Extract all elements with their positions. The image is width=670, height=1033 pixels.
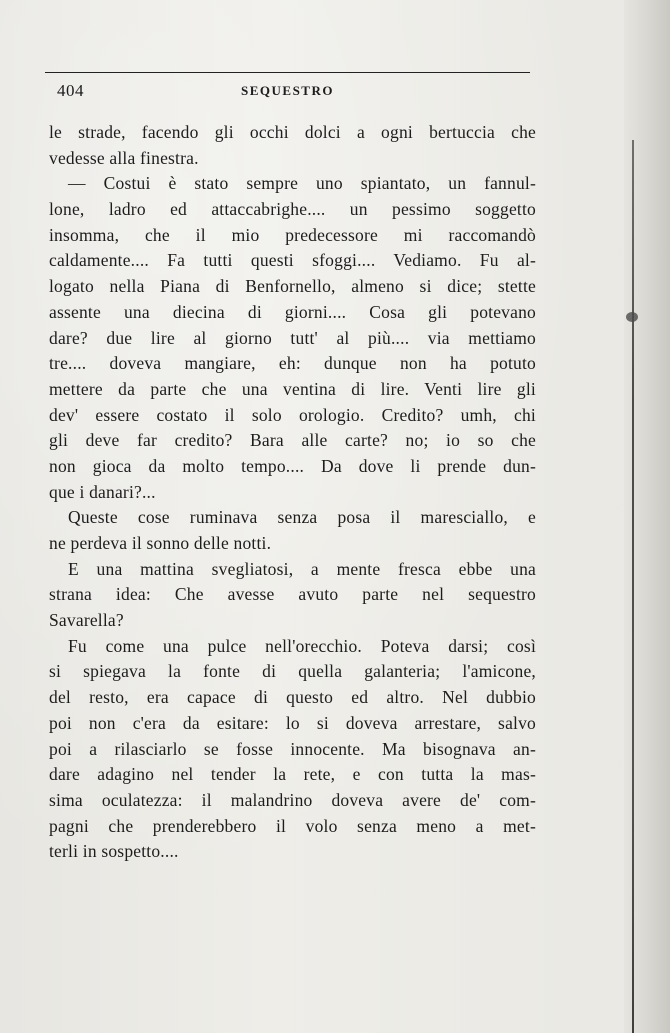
text-line: caldamente.... Fa tutti questi sfoggi.... Vediamo. Fu al-: [49, 250, 536, 271]
text-line: E una mattina svegliatosi, a mente fresca ebbe una: [68, 558, 536, 579]
text-line: dev' essere costato il solo orologio. Credito? umh, chi: [49, 404, 536, 425]
text-line: poi non c'era da esitare: lo si doveva arrestare, salvo: [49, 712, 536, 733]
text-line: pagni che prenderebbero il volo senza meno a met-: [49, 815, 536, 836]
text-line: logato nella Piana di Benfornello, almeno si dice; stette: [49, 276, 536, 297]
book-binding: [624, 0, 670, 1033]
text-line: non gioca da molto tempo.... Da dove li prende dun-: [49, 455, 536, 476]
text-line: — Costui è stato sempre uno spiantato, un fannul-: [68, 173, 536, 194]
text-line: del resto, era capace di questo ed altro. Nel dubbio: [49, 687, 536, 708]
text-line: si spiegava la fonte di quella galanteria; l'amicone,: [49, 661, 536, 682]
page-number: 404: [57, 81, 84, 100]
text-line: assente una diecina di giorni.... Cosa gli potevano: [49, 301, 536, 322]
text-line: Fu come una pulce nell'orecchio. Poteva darsi; così: [68, 635, 536, 656]
text-line: terli in sospetto....: [49, 841, 179, 862]
text-line: Savarella?: [49, 610, 124, 631]
text-line: poi a rilasciarlo se fosse innocente. Ma bisognava an-: [49, 738, 536, 759]
text-line: que i danari?...: [49, 481, 156, 502]
text-line: strana idea: Che avesse avuto parte nel sequestro: [49, 584, 536, 605]
text-line: gli deve far credito? Bara alle carte? no; io so che: [49, 430, 536, 451]
text-line: sima oculatezza: il malandrino doveva avere de' com-: [49, 789, 536, 810]
text-line: mettere da parte che una ventina di lire. Venti lire gli: [49, 378, 536, 399]
text-line: vedesse alla finestra.: [49, 147, 199, 168]
running-head: [45, 72, 530, 106]
text-line: insomma, che il mio predecessore mi raccomandò: [49, 224, 536, 245]
text-line: ne perdeva il sonno delle notti.: [49, 533, 272, 553]
binding-thread: [632, 140, 634, 1033]
text-line: dare? due lire al giorno tutt' al più.... via mettiamo: [49, 327, 536, 348]
text-line: lone, ladro ed attaccabrighe.... un pessimo soggetto: [49, 199, 536, 220]
text-line: dare adagino nel tender la rete, e con tutta la mas-: [49, 764, 536, 785]
binding-knot: [626, 312, 638, 322]
text-line: tre.... doveva mangiare, eh: dunque non ha potuto: [49, 353, 536, 374]
text-line: Queste cose ruminava senza posa il maresciallo, e: [68, 507, 536, 528]
text-line: le strade, facendo gli occhi dolci a ogni bertuccia che: [49, 122, 536, 142]
header-rule: [45, 72, 530, 73]
body-text: [49, 120, 536, 865]
running-title: SEQUESTRO: [241, 83, 334, 98]
